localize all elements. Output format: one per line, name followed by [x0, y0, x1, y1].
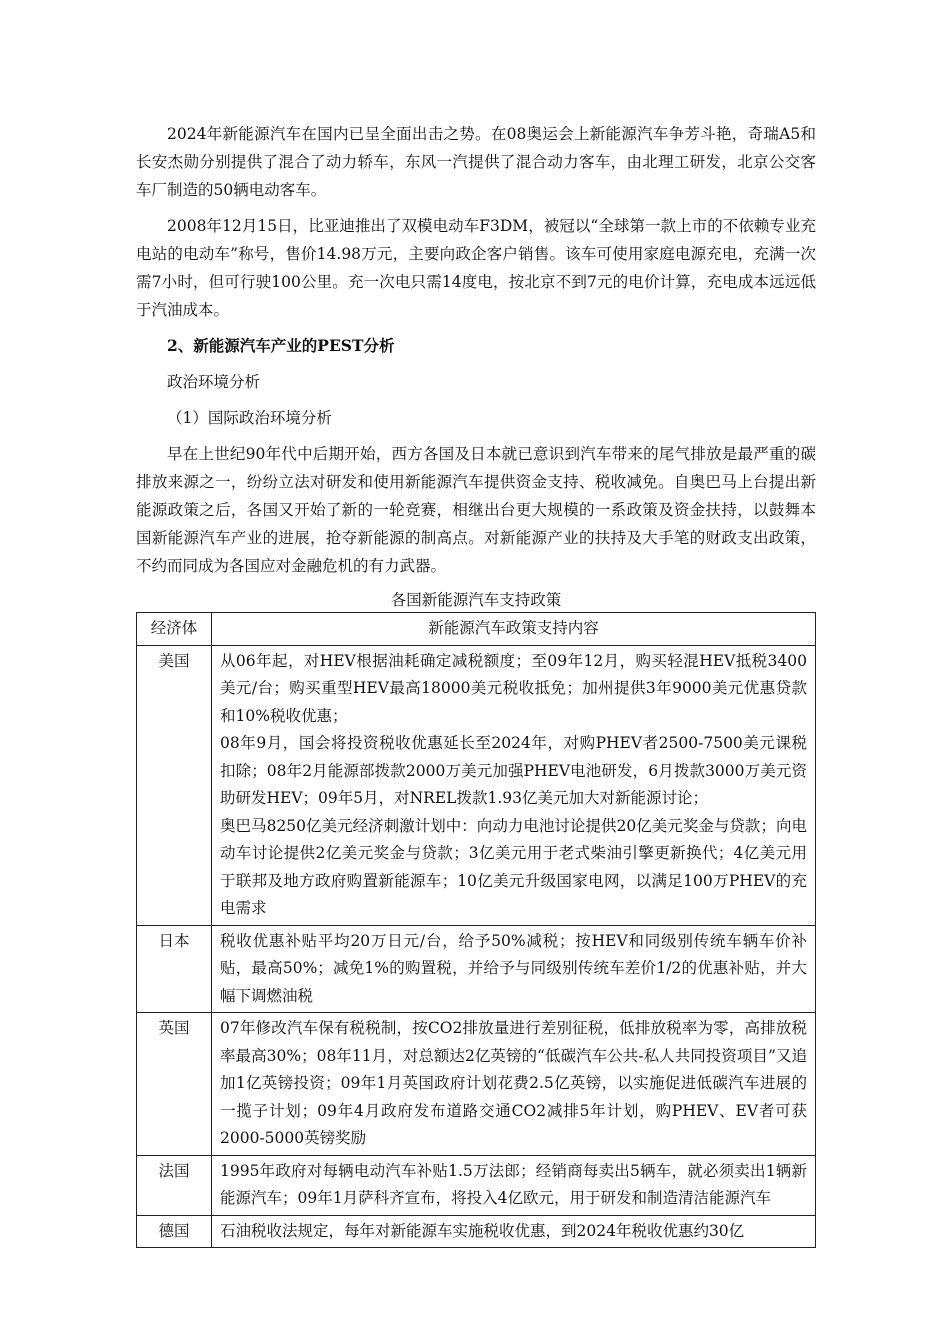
subsection-international: （1）国际政治环境分析	[167, 409, 332, 427]
paragraph-international: 早在上世纪90年代中后期开始，西方各国及日本就已意识到汽车带来的尾气排放是最严重的碳排放来源之一，纷纷立法对研发和使用新能源汽车提供资金支持、税收减免。自奥巴马上台提出新能源政策之后，各国又开始了新的一轮竞赛，相继出台更大规模的一系政策及资金扶持，以鼓舞本国新能源汽车产业的进展，抢夺新能源的制高点。对新能源产业的扶持及大手笔的财政支出政策，不约而同成为各国应对金融危机的有力武器。	[136, 445, 816, 575]
table-row	[137, 1215, 816, 1248]
paragraph-byd: 2008年12月15日，比亚迪推出了双模电动车F3DM，被冠以“全球第一款上市的不依赖专业充电站的电动车”称号，售价14.98万元，主要向政企客户销售。该车可使用家庭电源充电，充满一次需7小时，但可行驶100公里。充一次电只需14度电，按北京不到7元的电价计算，充电成本远远低于汽油成本。	[136, 217, 816, 319]
header-economy: 经济体	[137, 613, 212, 646]
content-line: 奥巴马8250亿美元经济刺激计划中：向动力电池讨论提供20亿美元奖金与贷款；向电动车讨论提供2亿美元奖金与贷款；3亿美元用于老式柴油引擎更新换代；4亿美元用于联邦及地方政府购置新能源车；10亿美元升级国家电网，以满足100万PHEV的充电需求	[220, 816, 807, 917]
cell-economy: 英国	[137, 1013, 212, 1156]
header-content: 新能源汽车政策支持内容	[212, 613, 816, 646]
table-row	[137, 1155, 816, 1215]
cell-economy: 日本	[137, 925, 212, 1013]
cell-content	[212, 1215, 816, 1248]
content-line: 税收优惠补贴平均20万日元/台，给予50%减税；按HEV和同级别传统车辆车价补贴，最高50%；减免1%的购置税，并给予与同级别传统车差价1/2的优惠补贴，并大幅下调燃油税	[220, 931, 807, 1005]
document-page	[136, 120, 816, 1248]
paragraph-intro: 2024年新能源汽车在国内已呈全面出击之势。在08奥运会上新能源汽车争芳斗艳，奇瑞A5和长安杰勋分别提供了混合了动力轿车，东风一汽提供了混合动力客车，由北理工研发，北京公交客车厂制造的50辆电动客车。	[136, 125, 816, 199]
cell-content	[212, 1155, 816, 1215]
table-row	[137, 925, 816, 1013]
content-line: 从06年起，对HEV根据油耗确定减税额度；至09年12月，购买轻混HEV抵税3400美元/台；购买重型HEV最高18000美元税收抵免；加州提供3年9000美元优惠贷款和10%税收优惠；	[220, 651, 807, 725]
cell-economy: 德国	[137, 1215, 212, 1248]
cell-economy: 美国	[137, 645, 212, 925]
policy-table	[136, 612, 816, 1248]
subsection-political: 政治环境分析	[167, 373, 261, 391]
content-line: 07年修改汽车保有税税制，按CO2排放量进行差别征税，低排放税率为零，高排放税率最高30%；08年11月，对总额达2亿英镑的“低碳汽车公共-私人共同投资项目”又追加1亿英镑投资；09年1月英国政府计划花费2.5亿英镑，以实施促进低碳汽车进展的一揽子计划；09年4月政府发布道路交通CO2减排5年计划，购PHEV、EV者可获2000-5000英镑奖励	[220, 1019, 807, 1147]
cell-content	[212, 925, 816, 1013]
cell-content	[212, 1013, 816, 1156]
table-row	[137, 645, 816, 925]
section-heading: 2、新能源汽车产业的PEST分析	[167, 336, 395, 355]
content-line: 1995年政府对每辆电动汽车补贴1.5万法郎；经销商每卖出5辆车，就必须卖出1辆新能源汽车；09年1月萨科齐宣布，将投入4亿欧元，用于研发和制造清洁能源汽车	[220, 1161, 807, 1207]
content-line: 08年9月，国会将投资税收优惠延长至2024年，对购PHEV者2500-7500美元课税扣除；08年2月能源部拨款2000万美元加强PHEV电池研发，6月拨款3000万美元资助研发HEV；09年5月，对NREL拨款1.93亿美元加大对新能源讨论；	[220, 734, 807, 807]
cell-content	[212, 645, 816, 925]
cell-economy: 法国	[137, 1155, 212, 1215]
table-header-row	[137, 613, 816, 646]
table-row	[137, 1013, 816, 1156]
table-caption: 各国新能源汽车支持政策	[390, 591, 562, 609]
content-line: 石油税收法规定，每年对新能源车实施税收优惠，到2024年税收优惠约30亿	[220, 1221, 745, 1240]
